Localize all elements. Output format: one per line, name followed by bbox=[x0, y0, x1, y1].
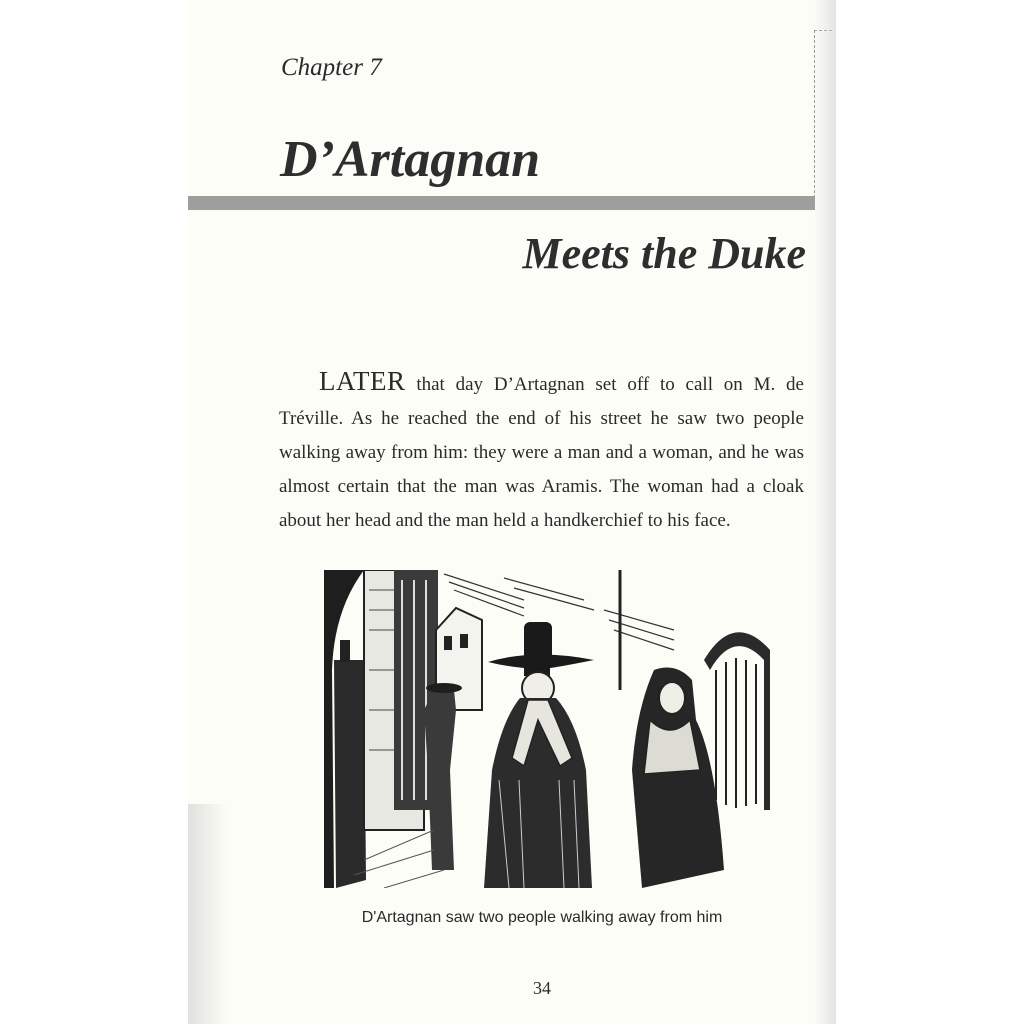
chapter-title-line-2: Meets the Duke bbox=[522, 229, 806, 278]
paragraph-text: that day D’Artagnan set off to call on M. de Tréville. As he reached the end of his street he saw two people walking away from him: they were a man and a woman, and he was almost certain that the man was Aramis. The woman had a cloak about her head and the man held a handkerchief to his face. bbox=[279, 374, 804, 531]
lead-word: LATER bbox=[319, 366, 406, 396]
street-scene-illustration bbox=[324, 570, 776, 888]
title-rule bbox=[188, 196, 815, 210]
chapter-title-line-1: D’Artagnan bbox=[280, 131, 541, 188]
body-paragraph bbox=[279, 364, 804, 538]
book-page bbox=[188, 0, 836, 1024]
chapter-label: Chapter 7 bbox=[281, 54, 382, 81]
illustration-caption: D'Artagnan saw two people walking away from him bbox=[361, 909, 723, 926]
page-gutter-shadow bbox=[814, 0, 836, 1024]
page-edge-shadow bbox=[188, 804, 228, 1024]
page-number: 34 bbox=[533, 978, 551, 998]
